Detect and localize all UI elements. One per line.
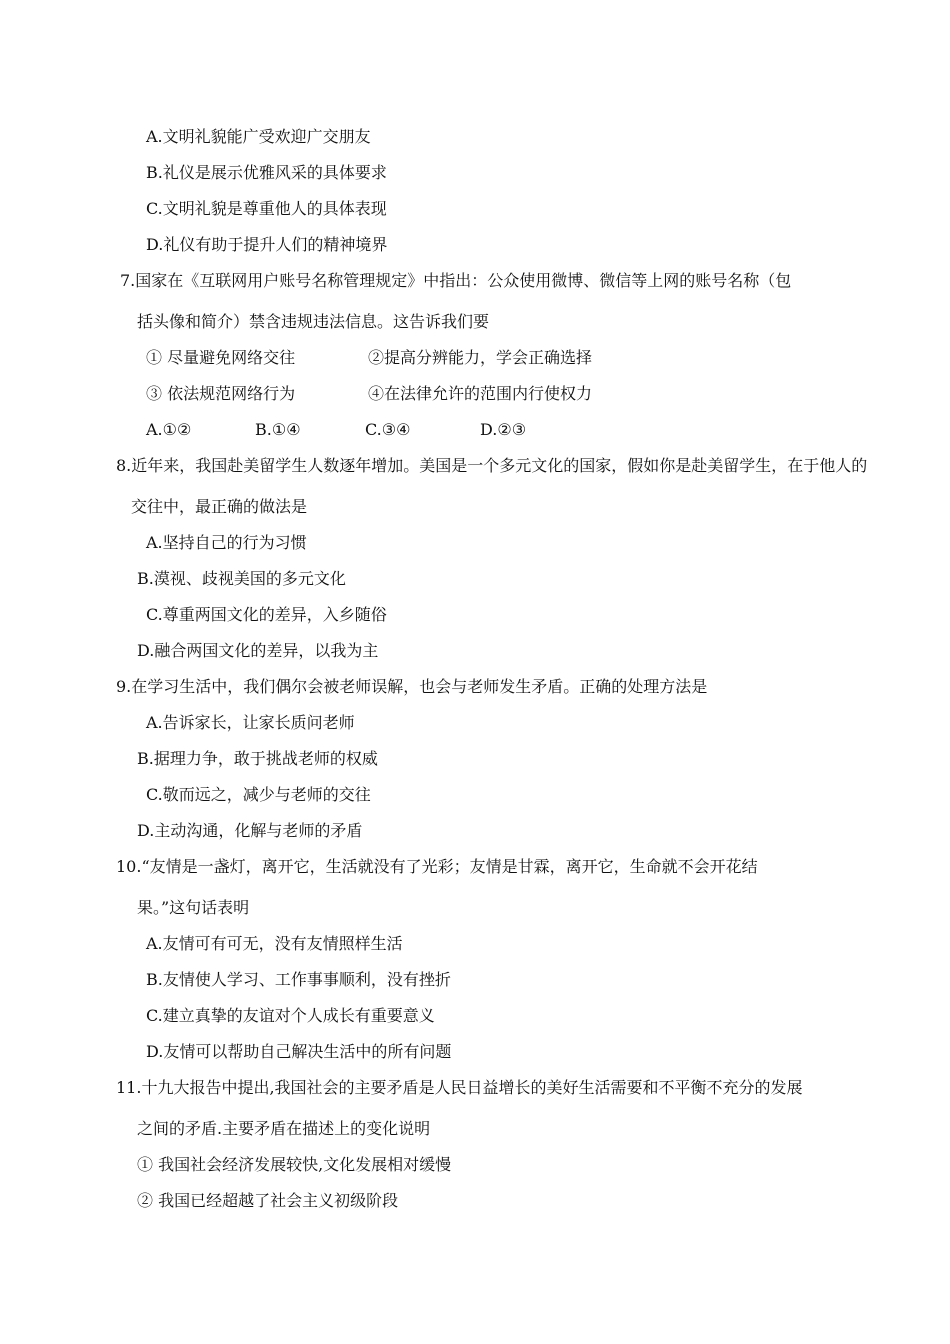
q6-option-d: D.礼仪有助于提升人们的精神境界 bbox=[146, 235, 388, 254]
q8-stem-line2: 交往中，最正确的做法是 bbox=[131, 497, 308, 516]
q7-stem-line2: 括头像和简介）禁含违规违法信息。这告诉我们要 bbox=[137, 312, 490, 331]
q10-option-c: C.建立真挚的友谊对个人成长有重要意义 bbox=[146, 1006, 435, 1025]
q7-option-a: A.①② bbox=[146, 420, 192, 439]
q9-option-c: C.敬而远之，减少与老师的交往 bbox=[146, 785, 371, 804]
q10-option-a: A.友情可有可无，没有友情照样生活 bbox=[146, 934, 403, 953]
q7-option-c: C.③④ bbox=[365, 420, 411, 439]
q10-stem-line1: 10.“友情是一盏灯，离开它，生活就没有了光彩；友情是甘霖，离开它，生命就不会开花结 bbox=[116, 857, 758, 876]
q11-statement-2: ② 我国已经超越了社会主义初级阶段 bbox=[137, 1191, 399, 1210]
q10-option-b: B.友情使人学习、工作事事顺利，没有挫折 bbox=[146, 970, 451, 989]
q8-stem-line1: 8.近年来，我国赴美留学生人数逐年增加。美国是一个多元文化的国家，假如你是赴美留学生，在于他人的 bbox=[116, 456, 868, 475]
q8-option-a: A.坚持自己的行为习惯 bbox=[146, 533, 307, 552]
q9-option-d: D.主动沟通，化解与老师的矛盾 bbox=[137, 821, 363, 840]
q7-option-b: B.①④ bbox=[255, 420, 301, 439]
q7-option-d: D.②③ bbox=[480, 420, 527, 439]
q8-option-d: D.融合两国文化的差异，以我为主 bbox=[137, 641, 379, 660]
q7-statement-4: ④在法律允许的范围内行使权力 bbox=[368, 384, 593, 403]
q7-statements-row2 bbox=[146, 384, 846, 404]
q11-stem-line1: 11.十九大报告中提出,我国社会的主要矛盾是人民日益增长的美好生活需要和不平衡不充分的发展 bbox=[116, 1078, 803, 1097]
q10-option-d: D.友情可以帮助自己解决生活中的所有问题 bbox=[146, 1042, 452, 1061]
q7-statement-3: ③ 依法规范网络行为 bbox=[146, 384, 296, 403]
q6-option-c: C.文明礼貌是尊重他人的具体表现 bbox=[146, 199, 387, 218]
q10-stem-line2: 果。”这句话表明 bbox=[137, 898, 250, 917]
q6-option-b: B.礼仪是展示优雅风采的具体要求 bbox=[146, 163, 387, 182]
q7-stem-line1: 7.国家在《互联网用户账号名称管理规定》中指出：公众使用微博、微信等上网的账号名称（包 bbox=[120, 271, 792, 290]
q8-option-c: C.尊重两国文化的差异，入乡随俗 bbox=[146, 605, 387, 624]
q7-options-row bbox=[146, 420, 846, 440]
q7-statement-2: ②提高分辨能力，学会正确选择 bbox=[368, 348, 593, 367]
q11-statement-1: ① 我国社会经济发展较快,文化发展相对缓慢 bbox=[137, 1155, 452, 1174]
q9-option-a: A.告诉家长，让家长质问老师 bbox=[146, 713, 355, 732]
q11-stem-line2: 之间的矛盾.主要矛盾在描述上的变化说明 bbox=[137, 1119, 431, 1138]
q9-stem-line1: 9.在学习生活中，我们偶尔会被老师误解，也会与老师发生矛盾。正确的处理方法是 bbox=[116, 677, 708, 696]
q9-option-b: B.据理力争，敢于挑战老师的权威 bbox=[137, 749, 378, 768]
q8-option-b: B.漠视、歧视美国的多元文化 bbox=[137, 569, 346, 588]
q6-option-a: A.文明礼貌能广受欢迎广交朋友 bbox=[146, 127, 371, 146]
q7-statement-1: ① 尽量避免网络交往 bbox=[146, 348, 296, 367]
q7-statements-row1 bbox=[146, 348, 846, 368]
